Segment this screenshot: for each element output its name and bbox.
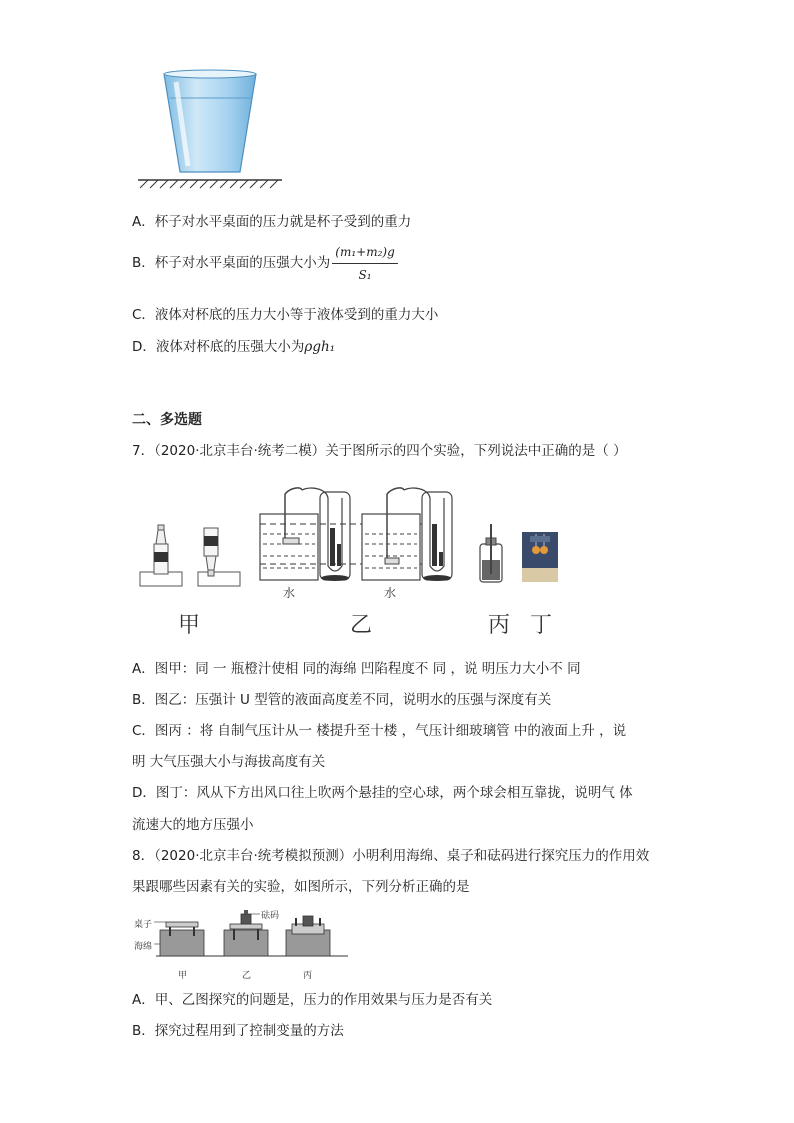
bottle-on-sponge-upright	[140, 525, 182, 586]
pressure-gauge-setup-2	[362, 488, 452, 581]
q7-caption-bing: 丙	[488, 613, 511, 638]
fraction-numerator: (m₁+m₂)g	[332, 242, 397, 264]
q8-option-a: A．甲、乙图探究的问题是，压力的作用效果与压力是否有关	[132, 992, 493, 1008]
q7-option-d-line2: 流速大的地方压强小	[132, 817, 254, 833]
q7-option-d-line1: D．图丁：风从下方出风口往上吹两个悬挂的空心球，两个球会相互靠拢，说明气 体	[132, 785, 633, 801]
q7-caption-yi: 乙	[350, 613, 373, 638]
q7-option-c-line2: 明 大气压强大小与海拔高度有关	[132, 754, 326, 770]
q8-caption-yi: 乙	[242, 971, 252, 981]
q8-sponge-table-figure	[132, 906, 352, 968]
q8-stem-line1: 8．（2020·北京丰台·统考模拟预测）小明利用海绵、桌子和砝码进行探究压力的作用效	[132, 848, 650, 864]
q6-option-a: A．杯子对水平桌面的压力就是杯子受到的重力	[132, 214, 412, 230]
q8-stem-line2: 果跟哪些因素有关的实验，如图所示，下列分析正确的是	[132, 879, 470, 895]
q6-option-b	[132, 246, 398, 280]
hanging-balls-photo	[522, 532, 558, 582]
q7-water-label-2: 水	[384, 586, 397, 600]
q7-caption-jia: 甲	[178, 613, 201, 638]
q6-option-d-text: D．液体对杯底的压强大小为	[132, 339, 305, 355]
q8-caption-jia: 甲	[178, 971, 188, 981]
bottle-on-sponge-inverted	[198, 528, 240, 586]
q7-stem: 7．（2020·北京丰台·统考二模）关于图所示的四个实验，下列说法中正确的是（ ）	[132, 443, 627, 459]
q7-option-a: A．图甲：同 一 瓶橙汁使相 同的海绵 凹陷程度不 同 ，说 明压力大小不 同	[132, 661, 581, 677]
q7-water-label-1: 水	[283, 586, 296, 600]
cup-on-table-figure	[130, 62, 290, 196]
q8-label-weight: 砝码	[261, 911, 280, 921]
q7-caption-ding: 丁	[530, 613, 553, 638]
q6-option-b-text: B．杯子对水平桌面的压强大小为	[132, 255, 331, 271]
pressure-gauge-setup-1	[260, 488, 350, 581]
q6-option-c: C．液体对杯底的压力大小等于液体受到的重力大小	[132, 307, 439, 323]
liquid-pressure-formula: ρgh₁	[304, 339, 336, 355]
fraction-denominator: S₁	[358, 267, 372, 282]
q7-option-c-line1: C．图丙 ：将 自制气压计从一 楼提升至十楼 ，气压计细玻璃管 中的液面上升 ，说	[132, 723, 627, 739]
q7-option-b: B．图乙：压强计 U 型管的液面高度差不同，说明水的压强与深度有关	[132, 692, 552, 708]
homemade-barometer	[480, 524, 502, 582]
q8-option-b: B．探究过程用到了控制变量的方法	[132, 1023, 344, 1039]
q8-label-sponge: 海绵	[134, 942, 153, 952]
q6-option-d	[132, 337, 335, 357]
pressure-fraction	[332, 242, 397, 285]
q8-label-table: 桌子	[134, 920, 153, 930]
section-title: 二、多选题	[132, 412, 202, 428]
q8-caption-bing: 丙	[303, 971, 313, 981]
